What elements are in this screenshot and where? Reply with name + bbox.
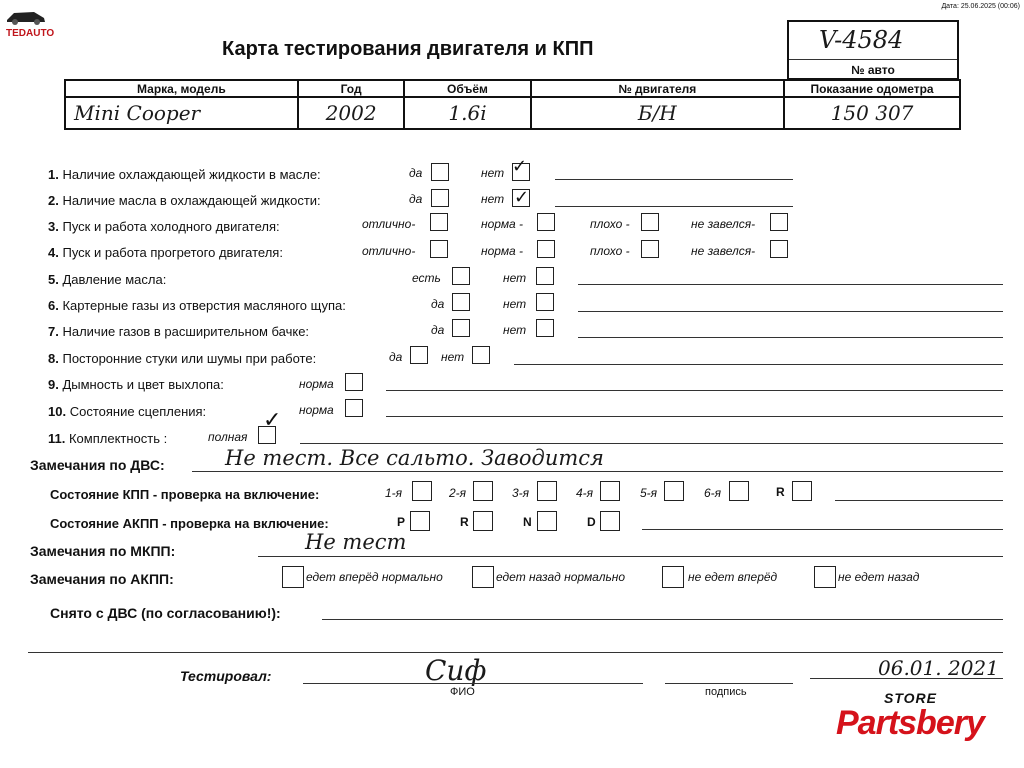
dvs-remarks-line (192, 471, 1003, 472)
item-5-box-no[interactable] (536, 267, 554, 285)
item-8-box-no[interactable] (472, 346, 490, 364)
mkpp-remarks-line (258, 556, 1003, 557)
item-1-check-mark: ✓ (512, 156, 528, 177)
item-2-opt-yes: да (409, 192, 423, 206)
kpp-box-4[interactable] (600, 481, 620, 501)
kpp-gear-2: 2-я (449, 486, 467, 500)
dvs-remarks-label: Замечания по ДВС: (30, 457, 165, 473)
akpp-box-d[interactable] (600, 511, 620, 531)
store-logo-store: STORE (884, 690, 937, 706)
akpp-box-p[interactable] (410, 511, 430, 531)
item-2: 2. Наличие масла в охлаждающей жидкости: (48, 193, 321, 208)
item-5: 5. Давление масла: (48, 272, 167, 287)
item-7-box-no[interactable] (536, 319, 554, 337)
item-1-opt-yes: да (409, 166, 423, 180)
item-5-line (578, 284, 1003, 285)
item-4-opt-excellent: отлично- (362, 244, 416, 258)
item-3: 3. Пуск и работа холодного двигателя: (48, 219, 280, 234)
removed-label: Снято с ДВС (по согласованию!): (50, 605, 281, 621)
kpp-box-5[interactable] (664, 481, 684, 501)
item-2-line (555, 206, 793, 207)
item-8: 8. Посторонние стуки или шумы при работе: (48, 351, 317, 366)
akpp-pos-d: D (587, 515, 596, 529)
kpp-label: Состояние КПП - проверка на включение: (50, 487, 320, 502)
item-1-box-yes[interactable] (431, 163, 449, 181)
item-6: 6. Картерные газы из отверстия масляного щупа: (48, 298, 346, 313)
item-4-opt-bad: плохо - (590, 244, 630, 258)
kpp-box-2[interactable] (473, 481, 493, 501)
value-odometer: 150 307 (830, 101, 914, 125)
kpp-gear-r: R (776, 485, 785, 499)
fio-line (303, 683, 643, 684)
item-5-opt-no: нет (503, 271, 527, 285)
sign-label: подпись (705, 686, 747, 698)
dvs-remarks-value: Не тест. Все сальто. Заводится (225, 446, 604, 470)
item-1-opt-no: нет (481, 166, 505, 180)
fio-label: ФИО (450, 686, 475, 698)
item-3-box-normal[interactable] (537, 213, 555, 231)
item-8-opt-no: нет (441, 350, 465, 364)
item-4-box-normal[interactable] (537, 240, 555, 258)
item-9-box-normal[interactable] (345, 373, 363, 391)
item-4-opt-nostart: не завелся- (691, 244, 756, 258)
akpp-pos-r: R (460, 515, 469, 529)
col-header-year: Год (298, 80, 405, 97)
mkpp-remarks-value: Не тест (305, 530, 407, 554)
removed-line-2 (28, 652, 1003, 653)
value-volume: 1.6i (448, 101, 487, 125)
item-8-opt-yes: да (389, 350, 403, 364)
tested-label: Тестировал: (180, 668, 272, 684)
item-10-opt-normal: норма (299, 403, 334, 417)
akpp-remarks-box-forward-ok[interactable] (282, 566, 304, 588)
store-logo-brand: Partsbery (836, 704, 984, 742)
col-header-engine: № двигателя (531, 80, 785, 97)
item-7-opt-yes: да (431, 323, 445, 337)
date-line (810, 678, 1003, 679)
plate-value: V-4584 (819, 26, 904, 54)
plate-label: № авто (851, 63, 895, 77)
item-7: 7. Наличие газов в расширительном бачке: (48, 324, 310, 339)
item-3-box-excellent[interactable] (430, 213, 448, 231)
item-2-opt-no: нет (481, 192, 505, 206)
item-5-box-yes[interactable] (452, 267, 470, 285)
item-4-box-nostart[interactable] (770, 240, 788, 258)
value-year: 2002 (325, 101, 377, 125)
signature: Сиф (425, 654, 487, 687)
removed-line-1 (322, 619, 1003, 620)
kpp-line (835, 500, 1003, 501)
item-10: 10. Состояние сцепления: (48, 404, 207, 419)
akpp-remarks-no-back: не едет назад (838, 570, 920, 584)
item-9-opt-normal: норма (299, 377, 334, 391)
item-8-line (514, 364, 1003, 365)
akpp-remarks-back-ok: едет назад нормально (496, 570, 626, 584)
item-11-check-mark: ✓ (263, 408, 282, 433)
item-11-line (300, 443, 1003, 444)
item-7-line (578, 337, 1003, 338)
kpp-box-1[interactable] (412, 481, 432, 501)
akpp-pos-n: N (523, 515, 532, 529)
item-9: 9. Дымность и цвет выхлопа: (48, 377, 224, 392)
brand-logo (4, 6, 55, 40)
item-6-line (578, 311, 1003, 312)
col-header-volume: Объём (404, 80, 530, 97)
test-date: 06.01. 2021 (878, 656, 999, 680)
item-2-check-mark: ✓ (514, 187, 530, 208)
page-title: Карта тестирования двигателя и КПП (222, 38, 594, 60)
item-5-opt-yes: есть (412, 271, 441, 285)
akpp-box-r[interactable] (473, 511, 493, 531)
sign-line (665, 683, 793, 684)
item-7-opt-no: нет (503, 323, 527, 337)
col-header-odometer: Показание одометра (784, 80, 960, 97)
kpp-box-6[interactable] (729, 481, 749, 501)
akpp-line (642, 529, 1003, 530)
item-11-opt-full: полная (208, 430, 248, 444)
item-1-line (555, 179, 793, 180)
item-8-box-yes[interactable] (410, 346, 428, 364)
item-3-opt-normal: норма - (481, 217, 524, 231)
vehicle-table (64, 79, 961, 130)
store-logo (834, 690, 1006, 752)
item-6-box-no[interactable] (536, 293, 554, 311)
item-9-line (386, 390, 1003, 391)
item-2-box-yes[interactable] (431, 189, 449, 207)
akpp-box-n[interactable] (537, 511, 557, 531)
item-4: 4. Пуск и работа прогретого двигателя: (48, 245, 283, 260)
kpp-box-r[interactable] (792, 481, 812, 501)
akpp-remarks-box-no-forward[interactable] (662, 566, 684, 588)
kpp-gear-6: 6-я (704, 486, 722, 500)
item-1: 1. Наличие охлаждающей жидкости в масле: (48, 167, 321, 182)
item-11: 11. Комплектность : (48, 431, 168, 446)
item-3-opt-nostart: не завелся- (691, 217, 756, 231)
item-4-box-excellent[interactable] (430, 240, 448, 258)
akpp-remarks-forward-ok: едет вперёд нормально (306, 570, 443, 584)
item-3-opt-excellent: отлично- (362, 217, 416, 231)
item-3-opt-bad: плохо - (590, 217, 630, 231)
brand-logo-text: TEDAUTO (6, 28, 55, 39)
item-3-box-bad[interactable] (641, 213, 659, 231)
akpp-remarks-label: Замечания по АКПП: (30, 571, 174, 587)
mkpp-remarks-label: Замечания по МКПП: (30, 543, 176, 559)
kpp-box-3[interactable] (537, 481, 557, 501)
car-icon (4, 6, 48, 26)
kpp-gear-3: 3-я (512, 486, 530, 500)
akpp-remarks-no-forward: не едет вперёд (688, 570, 778, 584)
item-7-box-yes[interactable] (452, 319, 470, 337)
item-4-opt-normal: норма - (481, 244, 524, 258)
item-6-opt-no: нет (503, 297, 527, 311)
akpp-remarks-box-no-back[interactable] (814, 566, 836, 588)
kpp-gear-1: 1-я (385, 486, 403, 500)
kpp-gear-4: 4-я (576, 486, 594, 500)
akpp-label: Состояние АКПП - проверка на включение: (50, 516, 329, 531)
akpp-pos-p: P (397, 515, 406, 529)
item-10-line (386, 416, 1003, 417)
date-stamp: Дата: 25.06.2025 (00:06) (941, 3, 1020, 10)
item-4-box-bad[interactable] (641, 240, 659, 258)
value-model: Mini Cooper (74, 101, 201, 125)
value-engine: Б/Н (637, 101, 677, 125)
col-header-model: Марка, модель (65, 80, 298, 97)
plate-box (787, 20, 959, 80)
item-3-box-nostart[interactable] (770, 213, 788, 231)
akpp-remarks-box-back-ok[interactable] (472, 566, 494, 588)
item-6-opt-yes: да (431, 297, 445, 311)
kpp-gear-5: 5-я (640, 486, 658, 500)
item-10-box-normal[interactable] (345, 399, 363, 417)
item-6-box-yes[interactable] (452, 293, 470, 311)
